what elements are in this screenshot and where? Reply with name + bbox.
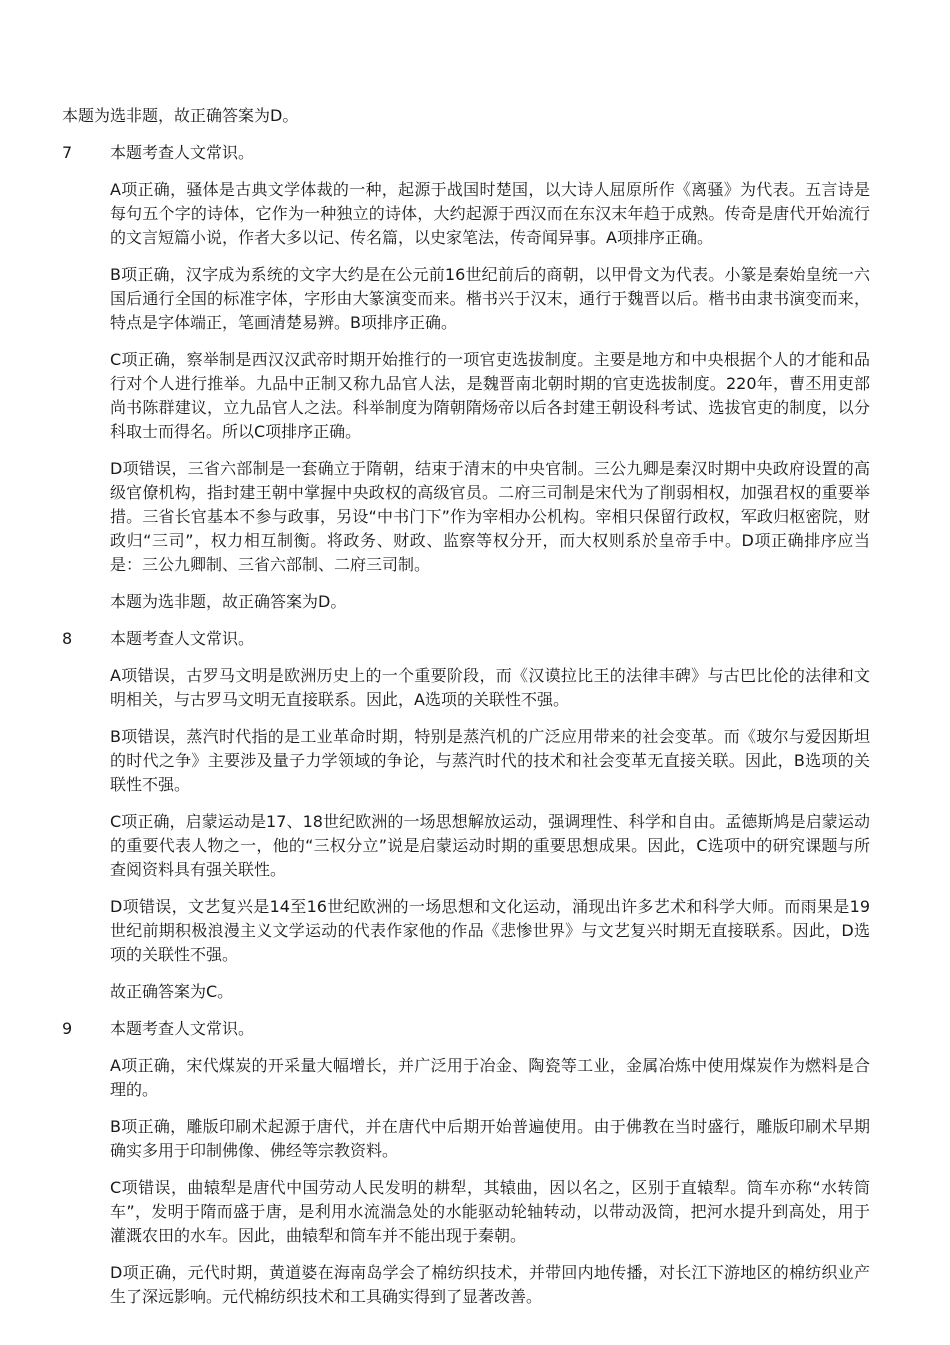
q9-option-c: C项错误，曲辕犁是唐代中国劳动人民发明的耕犁，其辕曲，因以名之，区别于直辕犁。筒车亦称“水转筒车”，发明于隋而盛于唐，是利用水流湍急处的水能驱动轮轴转动，以带动汲筒，把河水提升到高处，用于灌溉农田的水车。因此，曲辕犁和筒车并不能出现于秦朝。 [110, 1178, 870, 1245]
question-number: 9 [62, 1019, 73, 1038]
q8-answer: 故正确答案为C。 [110, 982, 234, 1001]
q9-option-d: D项正确，元代时期，黄道婆在海南岛学会了棉纺织技术，并带回内地传播，对长江下游地区的棉纺织业产生了深远影响。元代棉纺织技术和工具确实得到了显著改善。 [110, 1263, 870, 1306]
question-topic: 本题考查人文常识。 [110, 143, 255, 162]
q7-answer: 本题为选非题，故正确答案为D。 [110, 592, 347, 611]
q7-option-d: D项错误，三省六部制是一套确立于隋朝，结束于清末的中央官制。三公九卿是秦汉时期中央政府设置的高级官僚机构，指封建王朝中掌握中央政权的高级官员。二府三司制是宋代为了削弱相权，加强君权的重要举措。三省长官基本不参与政事，另设“中书门下”作为宰相办公机构。宰相只保留行政权，军政归枢密院，财政归“三司”，权力相互制衡。将政务、财政、监察等权分开，而大权则系於皇帝手中。D项正确排序应当是：三公九卿制、三省六部制、二府三司制。 [110, 459, 870, 574]
q8-option-d: D项错误，文艺复兴是14至16世纪欧洲的一场思想和文化运动，涌现出许多艺术和科学大师。而雨果是19世纪前期积极浪漫主义文学运动的代表作家他的作品《悲惨世界》与文艺复兴时期无直接联系。因此，D选项的关联性不强。 [110, 897, 870, 964]
question-number: 8 [62, 629, 73, 648]
q8-option-c: C项正确，启蒙运动是17、18世纪欧洲的一场思想解放运动，强调理性、科学和自由。孟德斯鸠是启蒙运动的重要代表人物之一，他的“三权分立”说是启蒙运动时期的重要思想成果。因此，C选项中的研究课题与所查阅资料具有强关联性。 [110, 812, 870, 879]
question-number: 7 [62, 143, 73, 162]
q8-option-b: B项错误，蒸汽时代指的是工业革命时期，特别是蒸汽机的广泛应用带来的社会变革。而《玻尔与爱因斯坦的时代之争》主要涉及量子力学领域的争论，与蒸汽时代的技术和社会变革无直接关联。因此，B选项的关联性不强。 [110, 727, 870, 794]
intro-answer: 本题为选非题，故正确答案为D。 [62, 106, 299, 125]
question-topic: 本题考查人文常识。 [110, 629, 255, 648]
q9-option-a: A项正确，宋代煤炭的开采量大幅增长，并广泛用于冶金、陶瓷等工业，金属冶炼中使用煤炭作为燃料是合理的。 [110, 1056, 870, 1099]
q7-option-a: A项正确，骚体是古典文学体裁的一种，起源于战国时楚国，以大诗人屈原所作《离骚》为代表。五言诗是每句五个字的诗体，它作为一种独立的诗体，大约起源于西汉而在东汉末年趋于成熟。传奇是唐代开始流行的文言短篇小说，作者大多以记、传名篇，以史家笔法，传奇闻异事。A项排序正确。 [110, 180, 870, 247]
question-topic: 本题考查人文常识。 [110, 1019, 255, 1038]
q7-option-c: C项正确，察举制是西汉汉武帝时期开始推行的一项官吏选拔制度。主要是地方和中央根据个人的才能和品行对个人进行推举。九品中正制又称九品官人法，是魏晋南北朝时期的官吏选拔制度。220年，曹丕用吏部尚书陈群建议，立九品官人之法。科举制度为隋朝隋炀帝以后各封建王朝设科考试、选拔官吏的制度，以分科取士而得名。所以C项排序正确。 [110, 350, 870, 441]
question-8-header [62, 627, 870, 651]
question-7-header [62, 141, 870, 165]
q8-option-a: A项错误，古罗马文明是欧洲历史上的一个重要阶段，而《汉谟拉比王的法律丰碑》与古巴比伦的法律和文明相关，与古罗马文明无直接联系。因此，A选项的关联性不强。 [110, 666, 870, 709]
q9-option-b: B项正确，雕版印刷术起源于唐代，并在唐代中后期开始普遍使用。由于佛教在当时盛行，雕版印刷术早期确实多用于印制佛像、佛经等宗教资料。 [110, 1117, 870, 1160]
q7-option-b: B项正确，汉字成为系统的文字大约是在公元前16世纪前后的商朝，以甲骨文为代表。小篆是秦始皇统一六国后通行全国的标准字体，字形由大篆演变而来。楷书兴于汉末，通行于魏晋以后。楷书由隶书演变而来，特点是字体端正，笔画清楚易辨。B项排序正确。 [110, 265, 870, 332]
question-9-header [62, 1017, 870, 1041]
